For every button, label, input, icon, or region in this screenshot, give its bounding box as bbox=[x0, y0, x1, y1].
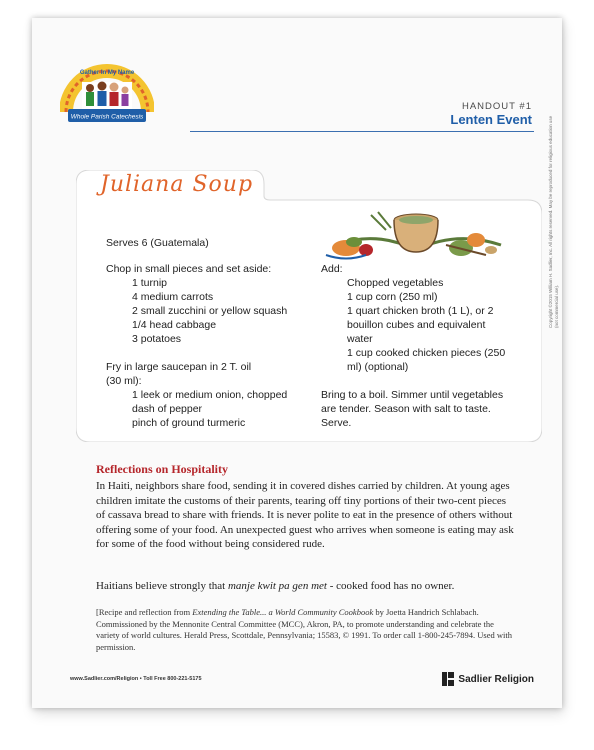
recipe-line: 2 small zucchini or yellow squash bbox=[132, 305, 288, 317]
closing-after: - cooked food has no owner. bbox=[326, 580, 455, 592]
recipe-line: 1 turnip bbox=[132, 277, 168, 289]
recipe-line: (30 ml): bbox=[106, 375, 142, 387]
recipe-line: Add: bbox=[321, 263, 343, 275]
sadlier-religion-label: Sadlier Religion bbox=[458, 673, 534, 685]
recipe-title: Juliana Soup bbox=[100, 172, 254, 197]
recipe-line: 1 cup corn (250 ml) bbox=[347, 291, 438, 303]
recipe-line: Fry in large saucepan in 2 T. oil bbox=[106, 361, 252, 373]
haitian-proverb: manje kwit pa gen met bbox=[227, 580, 327, 592]
handout-title: Lenten Event bbox=[450, 112, 532, 127]
reflection-paragraph: In Haiti, neighbors share food, sending it in covered dishes carried by children. At young ages children imitate the customs of their parents, tearing off tiny portions of their two-cent pieces of cassava bread to share with friends. It is never polite to eat in the presence of others without offering some of your food. An unexpected guest who arrives when someone is eating may ask for some of the food without being considered rude. bbox=[96, 480, 514, 550]
reflection-heading: Reflections on Hospitality bbox=[96, 462, 228, 476]
side-copyright: Copyright ©2015 William H. Sadlier, Inc. All rights reserved. May be reproduced for religious education use (not commercial use). bbox=[548, 115, 559, 328]
soup-pot-illustration bbox=[316, 200, 516, 270]
sadlier-logo-icon bbox=[442, 672, 454, 686]
citation-after: by Joetta Handrich Schlabach. Commissioned by the Mennonite Central Committee (MCC), Akron, PA, to promote understanding and celebrate the variety of world cultures. Herald Press, Scottdale, Pennsylvania; 15583, © 1991. To order call 1-800-245-7894. Used with permission. bbox=[96, 607, 512, 652]
gather-in-my-name-logo bbox=[60, 62, 154, 126]
recipe-line: 1/4 head cabbage bbox=[132, 319, 217, 331]
recipe-line: 3 potatoes bbox=[132, 333, 182, 345]
recipe-line: 1 cup cooked chicken pieces (250 bbox=[347, 347, 506, 359]
citation-book-title: Extending the Table... a World Community Cookbook bbox=[192, 607, 374, 617]
closing-before: Haitians believe strongly that bbox=[96, 580, 228, 592]
recipe-serves: Serves 6 (Guatemala) bbox=[106, 237, 209, 249]
header-rule bbox=[190, 131, 534, 132]
citation-before: [Recipe and reflection from bbox=[96, 607, 193, 617]
recipe-line bbox=[106, 346, 326, 360]
recipe-line: pinch of ground turmeric bbox=[132, 417, 246, 429]
recipe-line: dash of pepper bbox=[132, 403, 203, 415]
recipe-line: Bring to a boil. Simmer until vegetables bbox=[321, 389, 504, 401]
logo-arc-text: Gather In My Name bbox=[79, 70, 135, 76]
logo-banner-text: Whole Parish Catechesis bbox=[70, 113, 144, 121]
recipe-card bbox=[76, 170, 542, 442]
footer-contact: www.Sadlier.com/Religion • Toll Free 800-221-5175 bbox=[70, 676, 202, 682]
recipe-line: 4 medium carrots bbox=[132, 291, 214, 303]
footer-brand bbox=[442, 672, 534, 686]
recipe-line: 1 quart chicken broth (1 L), or 2 bbox=[347, 305, 494, 317]
reflection-closing bbox=[96, 580, 516, 592]
recipe-line: Serve. bbox=[321, 417, 352, 429]
recipe-line bbox=[321, 374, 511, 388]
recipe-line: 1 leek or medium onion, chopped bbox=[132, 389, 288, 401]
recipe-line: are tender. Season with salt to taste. bbox=[321, 403, 491, 415]
recipe-column-1 bbox=[106, 262, 326, 430]
recipe-line: bouillon cubes and equivalent water bbox=[347, 319, 486, 345]
recipe-column-2 bbox=[321, 262, 511, 430]
recipe-line: Chopped vegetables bbox=[347, 277, 444, 289]
source-citation bbox=[96, 607, 516, 653]
handout-label: HANDOUT #1 bbox=[461, 101, 532, 112]
recipe-line: Chop in small pieces and set aside: bbox=[106, 263, 272, 275]
recipe-line: ml) (optional) bbox=[347, 361, 409, 373]
